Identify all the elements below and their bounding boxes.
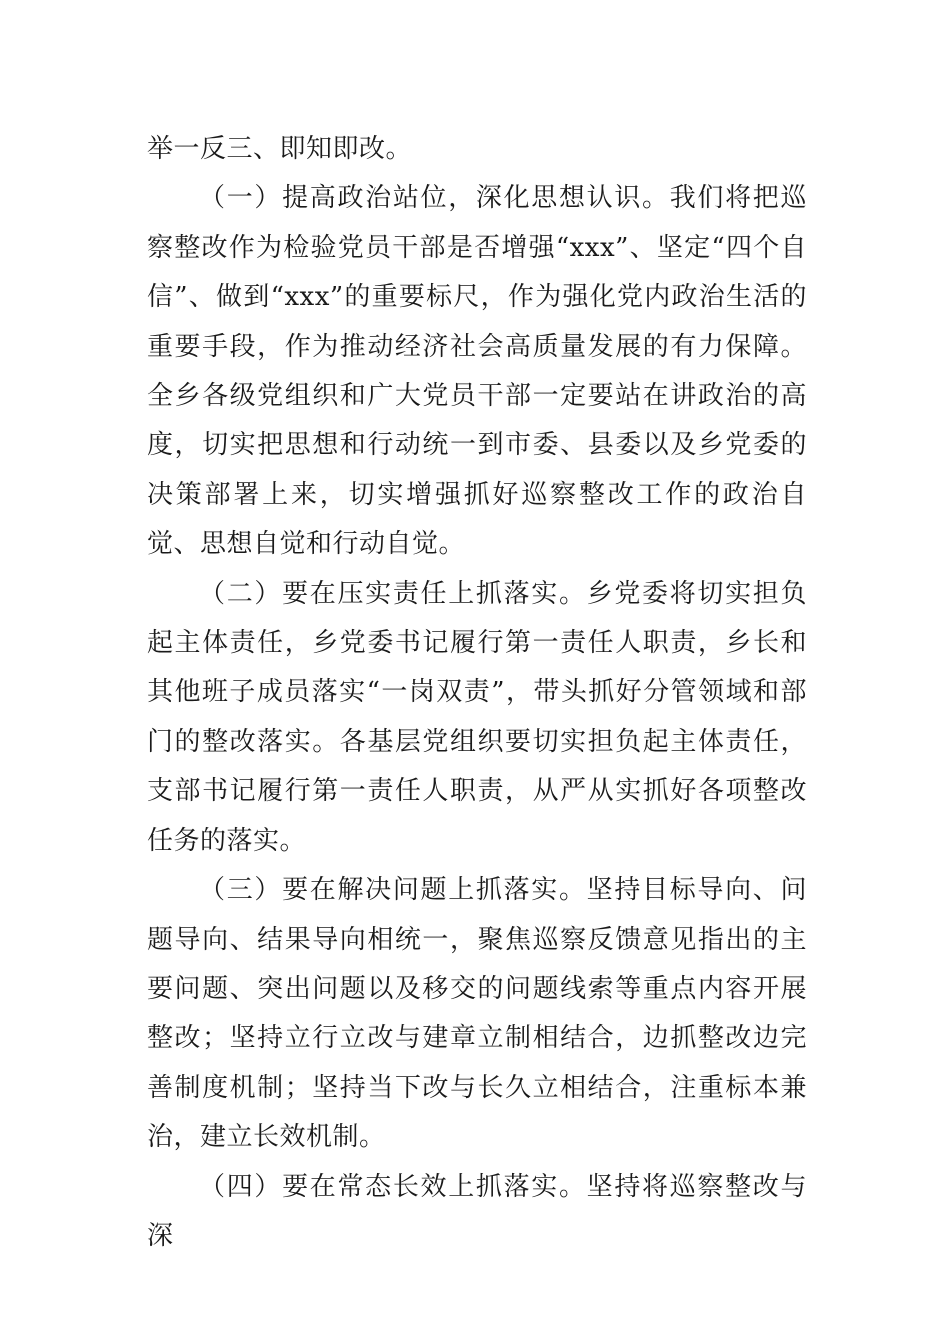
document-body (147, 125, 807, 1261)
paragraph-section-1: （一）提高政治站位，深化思想认识。我们将把巡察整改作为检验党员干部是否增强“xxx”、坚定“四个自信”、做到“xxx”的重要标尺，作为强化党内政治生活的重要手段，作为推动经济社会高质量发展的有力保障。全乡各级党组织和广大党员干部一定要站在讲政治的高度，切实把思想和行动统一到市委、县委以及乡党委的决策部署上来，切实增强抓好巡察整改工作的政治自觉、思想自觉和行动自觉。 (147, 183, 807, 560)
paragraph-section-4: （四）要在常态长效上抓落实。坚持将巡察整改与深 (147, 1171, 807, 1251)
paragraph-continuation: 举一反三、即知即改。 (147, 134, 413, 164)
paragraph-section-3: （三）要在解决问题上抓落实。坚持目标导向、问题导向、结果导向相统一，聚焦巡察反馈意见指出的主要问题、突出问题以及移交的问题线索等重点内容开展整改；坚持立行立改与建章立制相结合，边抓整改边完善制度机制；坚持当下改与长久立相结合，注重标本兼治，建立长效机制。 (147, 875, 807, 1153)
paragraph-section-2: （二）要在压实责任上抓落实。乡党委将切实担负起主体责任，乡党委书记履行第一责任人职责，乡长和其他班子成员落实“一岗双责”，带头抓好分管领域和部门的整改落实。各基层党组织要切实担负起主体责任，支部书记履行第一责任人职责，从严从实抓好各项整改任务的落实。 (147, 578, 807, 856)
